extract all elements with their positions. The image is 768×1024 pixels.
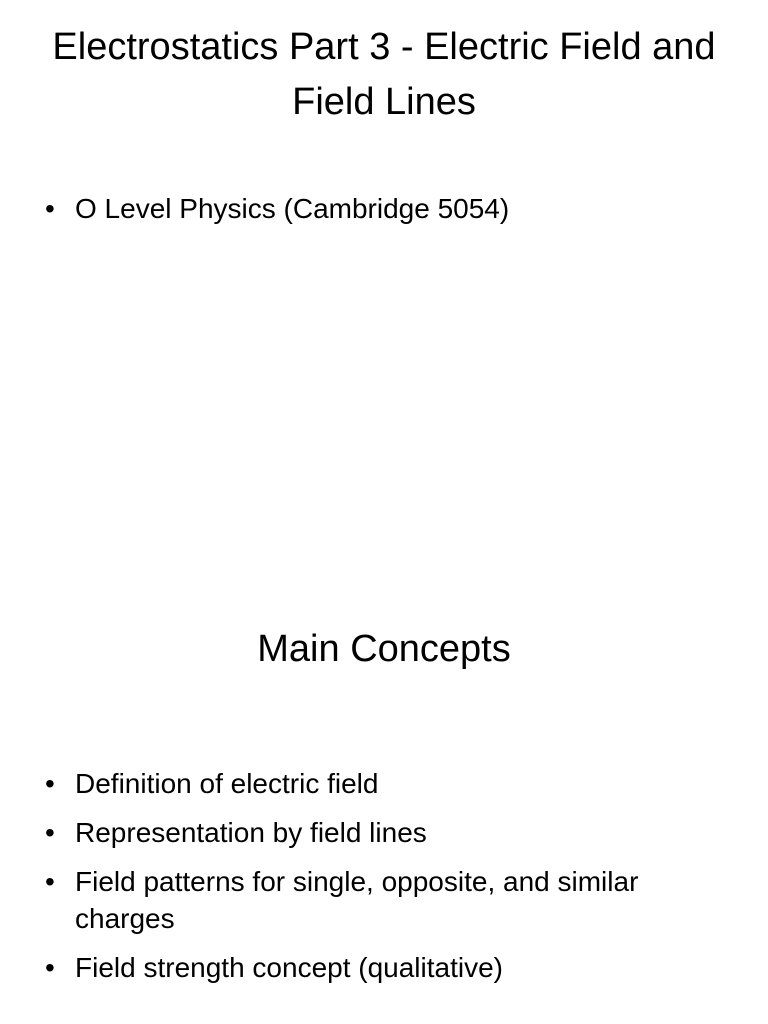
bullet-dot-icon: • xyxy=(45,952,55,983)
bullet-dot-icon: • xyxy=(45,193,55,224)
slide-2 xyxy=(0,512,768,1024)
bullet-item xyxy=(45,814,725,851)
bullet-text: Field patterns for single, opposite, and similar charges xyxy=(75,866,639,934)
bullet-dot-icon: • xyxy=(45,866,55,897)
bullet-dot-icon: • xyxy=(45,817,55,848)
bullet-item xyxy=(45,863,725,937)
bullet-item xyxy=(45,190,725,227)
slide-title: Main Concepts xyxy=(257,628,511,670)
bullet-item xyxy=(45,765,725,802)
bullet-text: Representation by field lines xyxy=(75,817,427,848)
bullet-list xyxy=(45,190,725,239)
bullet-text: O Level Physics (Cambridge 5054) xyxy=(75,193,510,224)
bullet-text: Definition of electric field xyxy=(75,768,379,799)
bullet-text: Field strength concept (qualitative) xyxy=(75,952,503,983)
bullet-dot-icon: • xyxy=(45,768,55,799)
slide-title: Electrostatics Part 3 - Electric Field and Field Lines xyxy=(52,26,716,123)
bullet-item xyxy=(45,949,725,986)
bullet-list xyxy=(45,765,725,998)
